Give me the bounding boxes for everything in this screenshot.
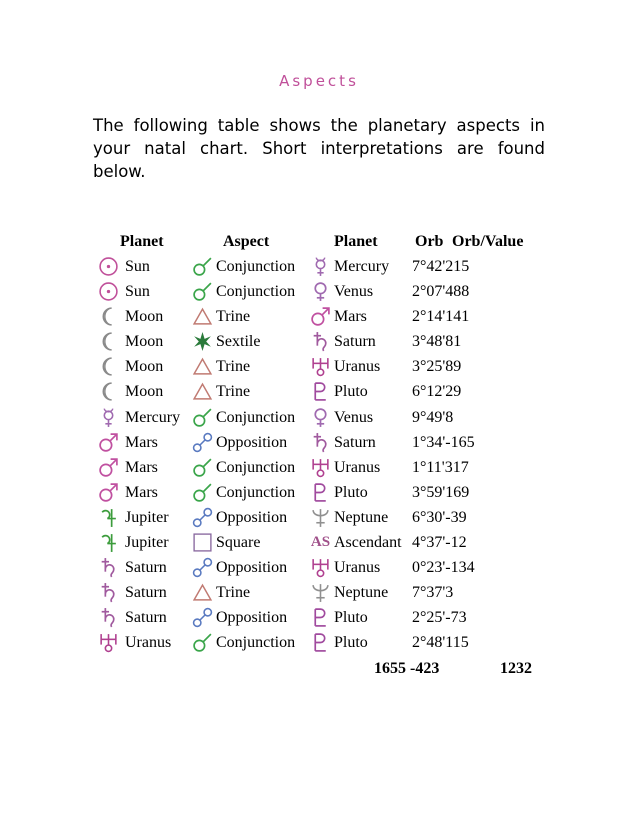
row-aspect: Opposition — [216, 433, 288, 451]
row-aspect: Conjunction — [216, 408, 296, 426]
row-planet-2: Ascendant — [334, 534, 402, 552]
table-row — [98, 405, 558, 430]
header-orb: Orb — [415, 233, 444, 250]
row-planet: Jupiter — [125, 534, 169, 552]
row-aspect: Trine — [216, 383, 251, 401]
row-planet: Mars — [125, 483, 158, 501]
row-orb-value: 1°34'-165 — [412, 433, 475, 451]
trine-icon — [192, 582, 213, 603]
table-row — [98, 254, 558, 279]
opposition-icon — [192, 432, 213, 453]
row-planet-2: Uranus — [334, 458, 381, 476]
row-planet: Saturn — [125, 559, 167, 577]
table-row — [98, 580, 558, 605]
row-aspect: Opposition — [216, 559, 288, 577]
mars-icon — [98, 457, 119, 478]
row-planet: Saturn — [125, 609, 167, 627]
neptune-icon — [310, 582, 331, 603]
row-aspect: Trine — [216, 308, 251, 326]
header-aspect: Aspect — [223, 233, 270, 250]
row-orb-value: 7°42'215 — [412, 258, 470, 275]
intro-paragraph: The following table shows the planetary aspects in your natal chart. Short interpretations are found below. — [93, 116, 545, 181]
conjunction-icon — [192, 256, 213, 277]
pluto-icon — [310, 607, 331, 628]
sextile-icon — [192, 331, 213, 352]
mercury-icon — [98, 407, 119, 428]
table-row — [98, 555, 558, 580]
row-planet: Moon — [125, 308, 164, 326]
row-planet: Mercury — [125, 408, 181, 426]
row-aspect: Conjunction — [216, 458, 296, 476]
totals-right: 1232 — [500, 659, 532, 677]
venus-icon — [310, 281, 331, 302]
saturn-icon — [98, 607, 119, 628]
trine-icon — [192, 306, 213, 327]
row-orb-value: 2°14'141 — [412, 308, 470, 326]
sun-icon — [98, 256, 119, 277]
row-planet: Moon — [125, 358, 164, 376]
row-planet-2: Venus — [334, 408, 374, 426]
row-planet: Jupiter — [125, 508, 169, 526]
pluto-icon — [310, 482, 331, 503]
neptune-icon — [310, 507, 331, 528]
row-aspect: Trine — [216, 358, 251, 376]
moon-icon — [98, 356, 119, 377]
table-row — [98, 430, 558, 455]
conjunction-icon — [192, 457, 213, 478]
row-orb-value: 1°11'317 — [412, 458, 469, 476]
table-row — [98, 279, 558, 304]
row-planet: Saturn — [125, 584, 167, 602]
venus-icon — [310, 407, 331, 428]
row-planet: Mars — [125, 433, 158, 451]
row-orb-value: 9°49'8 — [412, 408, 454, 426]
saturn-icon — [310, 331, 331, 352]
moon-icon — [98, 381, 119, 402]
row-planet-2: Mercury — [334, 258, 390, 275]
table-row — [98, 480, 558, 505]
table-row — [98, 304, 558, 329]
saturn-icon — [310, 432, 331, 453]
row-planet: Mars — [125, 458, 158, 476]
row-planet-2: Uranus — [334, 559, 381, 577]
table-row — [98, 455, 558, 480]
totals-left: 1655 -423 — [374, 659, 440, 677]
saturn-icon — [98, 582, 119, 603]
row-orb-value: 2°25'-73 — [412, 609, 467, 627]
row-planet-2: Neptune — [334, 508, 389, 526]
row-aspect: Conjunction — [216, 634, 296, 652]
table-row — [98, 630, 558, 655]
row-planet-2: Pluto — [334, 609, 368, 627]
row-aspect: Conjunction — [216, 283, 296, 301]
row-orb-value: 3°48'81 — [412, 333, 462, 351]
aspects-table — [98, 230, 558, 680]
square-icon — [192, 532, 213, 553]
mars-icon — [98, 482, 119, 503]
trine-icon — [192, 356, 213, 377]
row-aspect: Conjunction — [216, 258, 296, 275]
row-planet: Sun — [125, 283, 150, 301]
row-planet: Sun — [125, 258, 150, 275]
uranus-icon — [310, 356, 331, 377]
row-orb-value: 6°12'29 — [412, 383, 462, 401]
row-aspect: Opposition — [216, 609, 288, 627]
table-row — [98, 354, 558, 379]
row-orb-value: 2°48'115 — [412, 634, 469, 652]
saturn-icon — [98, 557, 119, 578]
table-row — [98, 505, 558, 530]
mars-icon — [98, 432, 119, 453]
opposition-icon — [192, 507, 213, 528]
row-planet-2: Saturn — [334, 333, 376, 351]
header-planet-2: Planet — [334, 233, 378, 250]
row-planet-2: Mars — [334, 308, 367, 326]
row-orb-value: 0°23'-134 — [412, 559, 475, 577]
jupiter-icon — [98, 507, 119, 528]
row-orb-value: 3°59'169 — [412, 483, 470, 501]
moon-icon — [98, 331, 119, 352]
ascendant-icon: AS — [310, 534, 331, 551]
row-aspect: Opposition — [216, 508, 288, 526]
row-orb-value: 6°30'-39 — [412, 508, 467, 526]
pluto-icon — [310, 632, 331, 653]
opposition-icon — [192, 607, 213, 628]
table-row — [98, 379, 558, 404]
row-planet-2: Uranus — [334, 358, 381, 376]
uranus-icon — [310, 557, 331, 578]
jupiter-icon — [98, 532, 119, 553]
row-orb-value: 7°37'3 — [412, 584, 454, 602]
uranus-icon — [98, 632, 119, 653]
uranus-icon — [310, 457, 331, 478]
row-aspect: Conjunction — [216, 483, 296, 501]
row-planet-2: Pluto — [334, 634, 368, 652]
page-title: Aspects — [279, 72, 359, 90]
row-planet-2: Saturn — [334, 433, 376, 451]
row-planet-2: Venus — [334, 283, 374, 301]
table-row — [98, 530, 558, 555]
row-planet: Moon — [125, 333, 164, 351]
table-header — [98, 230, 558, 254]
mars-icon — [310, 306, 331, 327]
sun-icon — [98, 281, 119, 302]
pluto-icon — [310, 381, 331, 402]
row-aspect: Sextile — [216, 333, 261, 351]
row-planet-2: Pluto — [334, 383, 368, 401]
opposition-icon — [192, 557, 213, 578]
header-orb-value: Orb/Value — [452, 233, 524, 250]
header-planet: Planet — [120, 233, 164, 250]
row-orb-value: 2°07'488 — [412, 283, 470, 301]
table-body — [98, 254, 558, 656]
row-planet: Moon — [125, 383, 164, 401]
row-aspect: Trine — [216, 584, 251, 602]
table-row — [98, 605, 558, 630]
row-aspect: Square — [216, 534, 261, 552]
row-planet-2: Neptune — [334, 584, 389, 602]
totals-row — [98, 656, 558, 680]
conjunction-icon — [192, 407, 213, 428]
conjunction-icon — [192, 632, 213, 653]
row-planet-2: Pluto — [334, 483, 368, 501]
row-planet: Uranus — [125, 634, 172, 652]
row-orb-value: 4°37'-12 — [412, 534, 467, 552]
conjunction-icon — [192, 281, 213, 302]
mercury-icon — [310, 256, 331, 277]
conjunction-icon — [192, 482, 213, 503]
trine-icon — [192, 381, 213, 402]
row-orb-value: 3°25'89 — [412, 358, 462, 376]
moon-icon — [98, 306, 119, 327]
table-row — [98, 329, 558, 354]
